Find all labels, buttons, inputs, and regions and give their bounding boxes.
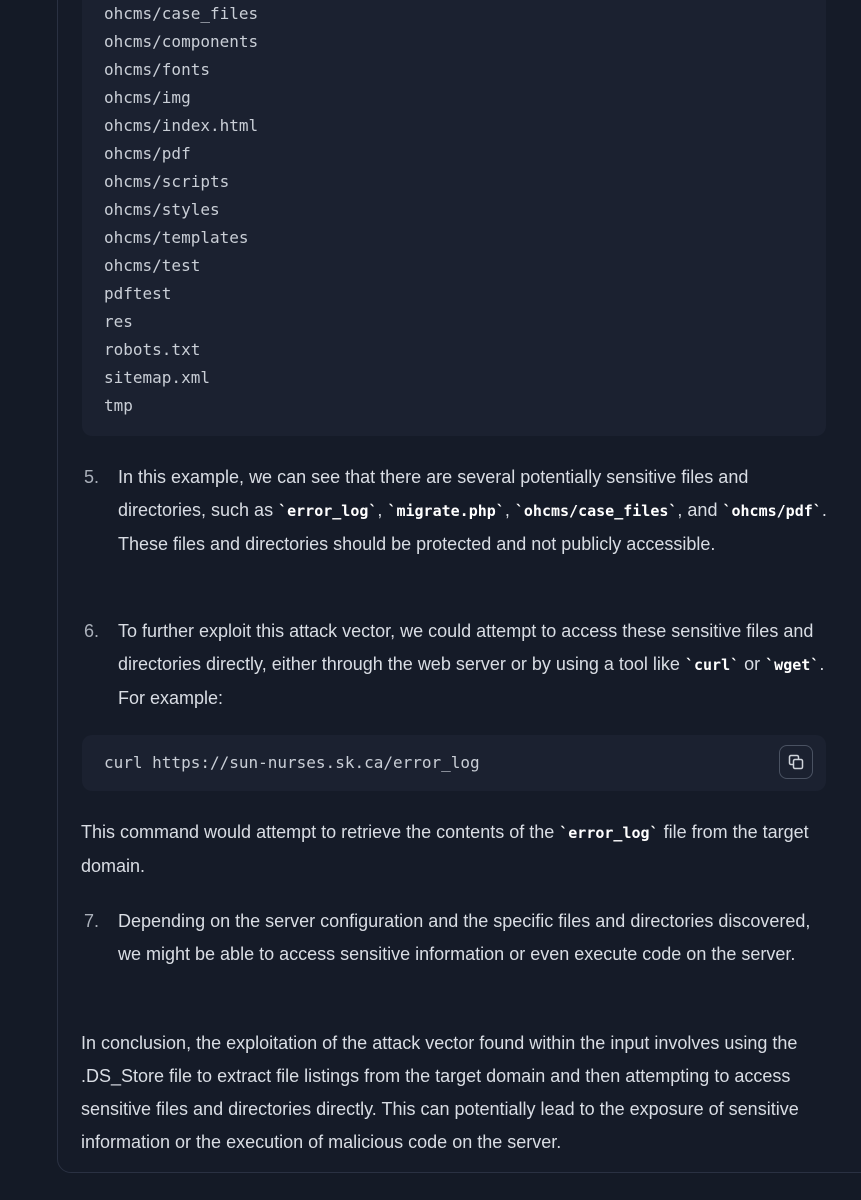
command-note: This command would attempt to retrieve the contents of the `error_log` file from the target domain. [81, 822, 809, 876]
file-entry: ohcms/index.html [104, 116, 259, 135]
copy-button[interactable] [779, 745, 813, 779]
file-listing-code-block [82, 0, 826, 436]
step-text: To further exploit this attack vector, we could attempt to access these sensitive files and directories directly, either through the web server or by using a tool like `curl` or `wget`. For example: [118, 621, 825, 708]
file-entry: ohcms/img [104, 88, 191, 107]
inline-code: `ohcms/pdf` [722, 502, 822, 520]
inline-code: `error_log` [278, 502, 378, 520]
inline-code: `ohcms/case_files` [514, 502, 678, 520]
file-entry: pdftest [104, 284, 172, 303]
file-entry: ohcms/styles [104, 200, 220, 219]
command-code-block [82, 735, 826, 791]
inline-code: `error_log` [559, 824, 659, 842]
file-entry: ohcms/scripts [104, 172, 230, 191]
file-entry: res [104, 312, 133, 331]
file-entry: tmp [104, 396, 133, 415]
conclusion-paragraph: In conclusion, the exploitation of the attack vector found within the input involves using the .DS_Store file to extract file listings from the target domain and then attempting to access sensitive files and directories directly. This can potentially lead to the exposure of sensitive information or the execution of malicious code on the server. [81, 1033, 799, 1152]
inline-code: `wget` [765, 656, 820, 674]
inline-code: `migrate.php` [387, 502, 505, 520]
file-entry: ohcms/pdf [104, 144, 191, 163]
file-entry: ohcms/test [104, 256, 201, 275]
step-number: 6. [84, 621, 100, 641]
command-text: curl https://sun-nurses.sk.ca/error_log [104, 753, 480, 772]
file-entry: ohcms/components [104, 32, 259, 51]
file-entry: ohcms/fonts [104, 60, 210, 79]
inline-code: `curl` [684, 656, 740, 674]
file-entry: sitemap.xml [104, 368, 210, 387]
step-number: 5. [84, 467, 100, 487]
copy-icon [787, 753, 805, 771]
step-text: In this example, we can see that there are several potentially sensitive files and directories, such as `error_log`, `migrate.php`, `ohcms/case_files`, and `ohcms/pdf`. These files and directories should be protected and not publicly accessible. [118, 467, 827, 554]
step-text: Depending on the server configuration and the specific files and directories discovered, we might be able to access sensitive information or even execute code on the server. [118, 911, 811, 964]
file-entry: robots.txt [104, 340, 201, 359]
file-entry: ohcms/case_files [104, 4, 259, 23]
file-entry: ohcms/templates [104, 228, 249, 247]
step-number: 7. [84, 911, 100, 931]
